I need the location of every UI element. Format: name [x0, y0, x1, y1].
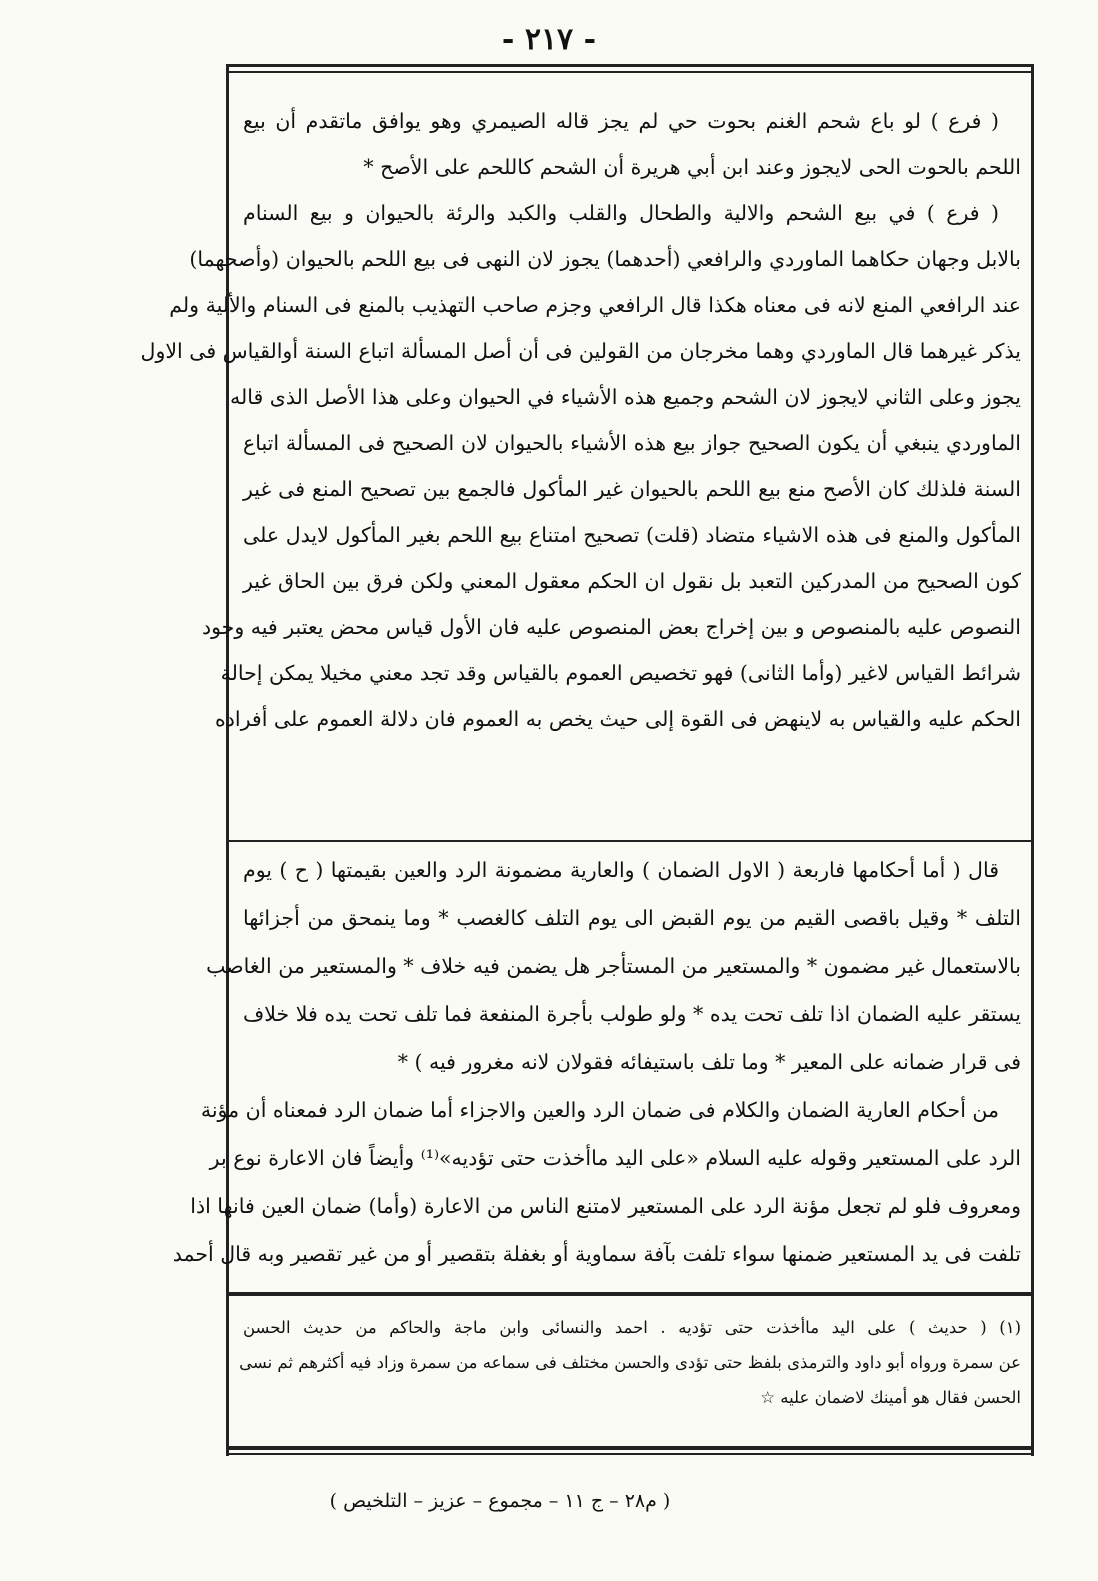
- text-line: يجوز وعلى الثاني لايجوز لان الشحم وجميع هذه الأشياء في الحيوان وعلى هذا الأصل الذى قاله: [230, 385, 1021, 409]
- section-divider: [229, 840, 1031, 842]
- signature-line: ( م٢٨ – ج ١١ – مجموع – عزيز – التلخيص ): [329, 1490, 671, 1512]
- main-text-section: [140, 98, 1021, 742]
- text-line: النصوص عليه بالمنصوص و بين إخراج بعض المنصوص عليه فان الأول قياس محض يعتبر فيه وجود: [201, 615, 1021, 639]
- text-line: فى قرار ضمانه على المعير * وما تلف باستيفائه فقولان لانه مغرور فيه ) *: [397, 1050, 1021, 1074]
- text-line: قال ( أما أحكامها فاربعة ( الاول الضمان ) والعارية مضمونة الرد والعين بقيمتها ( ح ) يوم: [243, 858, 999, 882]
- text-line: عن سمرة ورواه أبو داود والترمذى بلفظ حتى تؤدى والحسن مختلف فى سماعه من سمرة وزاد فيه أكثرهم ثم نسى: [239, 1353, 1021, 1372]
- text-line: عند الرافعي المنع لانه فى معناه هكذا قال الرافعي وجزم صاحب التهذيب بالمنع فى السنام والألية ولم: [169, 293, 1021, 317]
- text-line: من أحكام العارية الضمان والكلام فى ضمان الرد والعين والاجزاء أما ضمان الرد فمعناه أن مؤنة: [200, 1098, 999, 1122]
- text-line: تلفت فى يد المستعير ضمنها سواء تلفت بآفة سماوية أو بغفلة بتقصير أو من غير تقصير وبه قال أحمد: [172, 1242, 1021, 1266]
- text-line: الحسن فقال هو أمينك لاضمان عليه ☆: [760, 1388, 1021, 1407]
- footnote-divider: [229, 1292, 1031, 1296]
- text-line: الرد على المستعير وقوله عليه السلام «على اليد ماأخذت حتى تؤديه»⁽¹⁾ وأيضاً فان الاعارة نوع بر: [209, 1146, 1021, 1170]
- text-line: ومعروف فلو لم تجعل مؤنة الرد على المستعير لامتنع الناس من الاعارة (وأما) ضمان العين فانها اذا: [190, 1194, 1021, 1218]
- footnote-section: [239, 1310, 1021, 1415]
- text-line: اللحم بالحوت الحى لايجوز وعند ابن أبي هريرة أن الشحم كاللحم على الأصح *: [363, 155, 1021, 179]
- text-line: التلف * وقيل باقصى القيم من يوم القبض الى يوم التلف كالغصب * وما ينمحق من أجزائها: [243, 906, 1021, 930]
- text-line: الحكم عليه والقياس به لاينهض فى القوة إلى حيث يخص به العموم فان دلالة العموم على أفراده: [215, 707, 1021, 731]
- bottom-rule: [229, 1446, 1031, 1450]
- text-line: ( فرع ) في بيع الشحم والالية والطحال والقلب والكبد والرئة بالحيوان و بيع السنام: [243, 201, 999, 225]
- page-frame: [140, 64, 1034, 1456]
- text-line: بالاستعمال غير مضمون * والمستعير من المستأجر هل يضمن فيه خلاف * والمستعير من الغاصب: [206, 954, 1021, 978]
- page-number: - ٢١٧ -: [501, 22, 597, 57]
- commentary-section: [172, 846, 1021, 1278]
- text-line: شرائط القياس لاغير (وأما الثانى) فهو تخصيص العموم بالقياس وقد تجد معني مخيلا يمكن إحالة: [220, 661, 1021, 685]
- text-line: كون الصحيح من المدركين التعبد بل نقول ان الحكم معقول المعني ولكن فرق بين الحاق غير: [243, 569, 1021, 593]
- text-line: يستقر عليه الضمان اذا تلف تحت يده * ولو طولب بأجرة المنفعة فما تلف تحت يده فلا خلاف: [243, 1002, 1021, 1026]
- text-line: يذكر غيرهما قال الماوردي وهما مخرجان من القولين فى أن أصل المسألة اتباع السنة أوالقياس فى الاول: [140, 339, 1021, 363]
- text-line: الماوردي ينبغي أن يكون الصحيح جواز بيع هذه الأشياء بالحيوان لان الصحيح فى المسألة اتباع: [243, 431, 1021, 455]
- bottom-rule-thin: [229, 1453, 1031, 1455]
- text-line: السنة فلذلك كان الأصح منع بيع اللحم بالحيوان غير المأكول فالجمع بين تصحيح المنع فى غير: [243, 477, 1021, 501]
- text-line: المأكول والمنع فى هذه الاشياء متضاد (قلت) تصحيح امتناع بيع اللحم بغير المأكول لايدل على: [243, 523, 1021, 547]
- text-line: ( فرع ) لو باع شحم الغنم بحوت حي لم يجز قاله الصيمري وهو يوافق ماتقدم أن بيع: [243, 109, 999, 133]
- text-line: بالابل وجهان حكاهما الماوردي والرافعي (أحدهما) يجوز لان النهى فى بيع اللحم بالحيوان (وأصحهما): [189, 247, 1021, 271]
- text-line: (١) ( حديث ) على اليد ماأخذت حتى تؤديه . احمد والنسائى وابن ماجة والحاكم من حديث الحسن: [243, 1318, 1021, 1337]
